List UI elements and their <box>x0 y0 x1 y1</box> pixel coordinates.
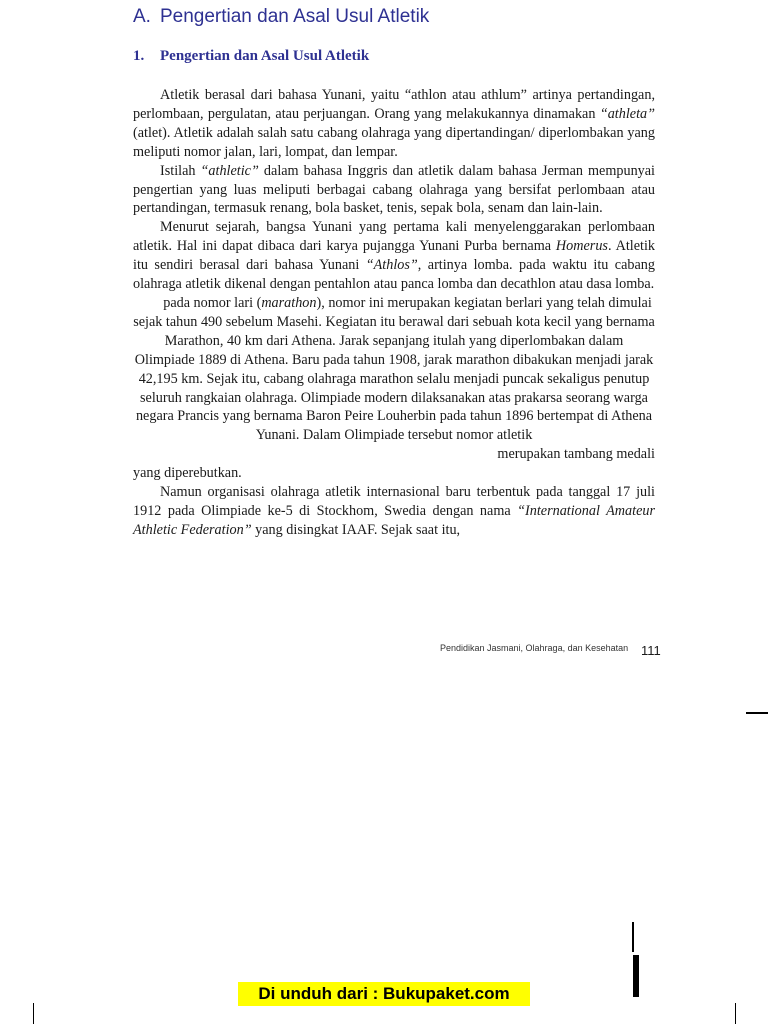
paragraph-1 <box>133 86 655 162</box>
p4-text-end: ), nomor ini merupakan kegiatan berlari yang telah dimulai sejak tahun 490 sebelum Masehi. Kegiatan itu berawal dari sebuah kota kecil yang bernama Marathon, 40 km dari Athena. Jarak sepanjang itulah yang diperlombakan dalam Olimpiade 1889 di Athena. Baru pada tahun 1908, jarak marathon dibakukan menjadi jarak 42,195 km. Sejak itu, cabang olahraga marathon selalu menjadi puncak sekaligus penutup seluruh rangkaian olahraga. Olimpiade modern dilaksanakan atas prakarsa seorang warga negara Prancis yang bernama Baron Peire Louherbin pada tahun 1896 bertempat di Athena Yunani. Dalam Olimpiade tersebut nomor atletik <box>133 294 655 444</box>
footer-book-title: Pendidikan Jasmani, Olahraga, dan Kesehatan <box>440 643 629 653</box>
crop-mark <box>632 922 634 952</box>
subsection-number: 1. <box>133 48 145 64</box>
p5-italic-term: “International Amateur Athletic Federation” <box>133 502 655 538</box>
p3-text: Menurut sejarah, bangsa Yunani yang pertama kali menyelenggarakan perlombaan atletik. Hal ini dapat dibaca dari karya pujangga Yunani Purba bernama <box>133 219 655 255</box>
p2-text: Istilah <box>160 162 201 179</box>
p5-text: Namun organisasi olahraga atletik internasional baru terbentuk pada tanggal 17 juli 1912 pada Olimpiade ke-5 di Stockhom, Swedia dengan nama <box>133 484 655 519</box>
paragraph-3 <box>133 218 655 294</box>
page-number: 111 <box>641 643 661 658</box>
paragraph-5 <box>133 483 655 540</box>
p3-italic-term: “Athlos” <box>365 257 418 274</box>
crop-mark <box>746 712 768 714</box>
p2-text-end: dalam bahasa Inggris dan atletik dalam bahasa Jerman mempunyai pengertian yang luas meliputi berbagai cabang olahraga yang bersifat perlombaan atau pertandingan, termasuk renang, bola basket, tenis, sepak bola, senam dan lain-lain. <box>133 162 655 217</box>
p1-text-end: (atlet). Atletik adalah salah satu cabang olahraga yang dipertandingan/ diperlombakan yang meliputi nomor jalan, lari, lompat, dan lempar. <box>133 124 655 160</box>
crop-mark <box>735 1003 736 1024</box>
crop-mark <box>33 1003 34 1024</box>
p3-text-end: , artinya lomba. pada waktu itu cabang olahraga atletik dikenal dengan pentahlon atau panca lomba dan decathlon atau dasa lomba. <box>133 257 655 293</box>
p4-italic-term: marathon <box>261 294 317 311</box>
section-heading <box>133 6 429 28</box>
download-source-banner: Di unduh dari : Bukupaket.com <box>238 982 530 1006</box>
p3-italic-name: Homerus <box>555 238 608 255</box>
p1-italic-term: “athleta” <box>599 105 655 122</box>
p5-text-end: yang disingkat IAAF. Sejak saat itu, <box>251 521 461 538</box>
p4-right-line: merupakan tambang medali <box>497 446 655 463</box>
p1-text: Atletik berasal dari bahasa Yunani, yaitu “athlon atau athlum” artinya pertandingan, perlombaan, pergulatan, atau perjuangan. Orang yang melakukannya dinamakan <box>133 87 655 122</box>
p3-text-mid: . Atletik itu sendiri berasal dari bahasa Yunani <box>133 238 655 274</box>
paragraph-4-tail: yang diperebutkan. <box>133 465 242 482</box>
subsection-title: Pengertian dan Asal Usul Atletik <box>160 48 370 64</box>
body-text <box>133 86 655 540</box>
section-letter: A. <box>133 6 151 27</box>
paragraph-2 <box>133 162 655 219</box>
subsection-heading <box>133 48 369 65</box>
section-title: Pengertian dan Asal Usul Atletik <box>159 6 430 27</box>
crop-mark <box>633 955 639 997</box>
p4-text: pada nomor lari ( <box>163 294 262 311</box>
paragraph-4 <box>133 294 655 464</box>
p2-italic-term: “athletic” <box>200 162 259 179</box>
